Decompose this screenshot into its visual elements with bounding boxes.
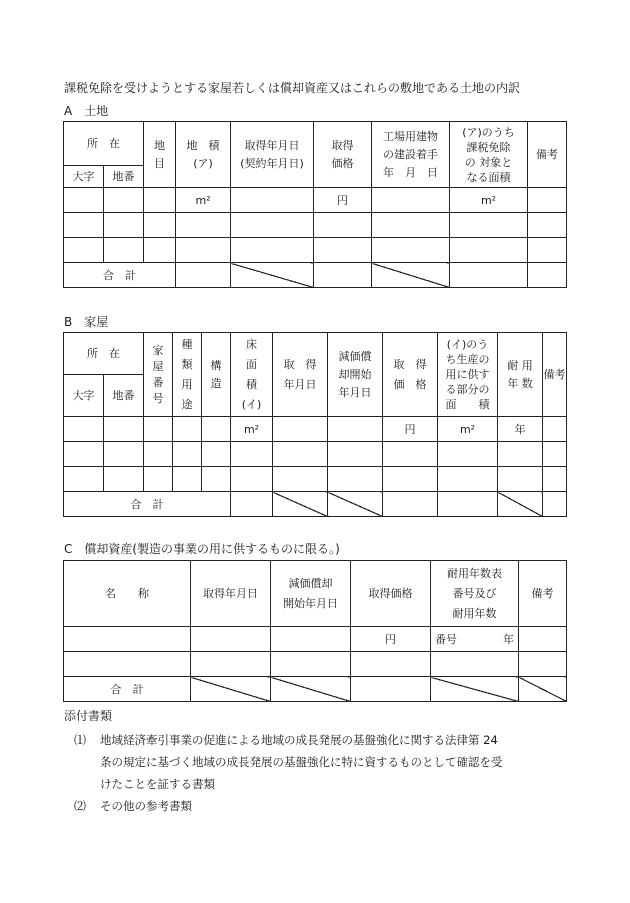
cell-kind[interactable] bbox=[173, 417, 202, 442]
attachment-2-number: ⑵ bbox=[74, 799, 87, 813]
total-label: 合 計 bbox=[64, 263, 176, 288]
cell-prod-area[interactable] bbox=[438, 417, 498, 442]
header-structure: 構 造 bbox=[202, 333, 231, 417]
cell-oaza[interactable] bbox=[64, 417, 104, 442]
total-acq-date-crossed bbox=[231, 263, 314, 288]
cell-price[interactable] bbox=[314, 188, 372, 213]
cell-exempt-area[interactable] bbox=[450, 213, 528, 238]
total-acq-date-crossed bbox=[273, 492, 328, 517]
cell-floor-area[interactable] bbox=[231, 467, 273, 492]
cell-remarks[interactable] bbox=[519, 652, 567, 677]
attachment-1-line-2: 条の規定に基づく地域の成長発展の基盤強化に特に資するものとして確認を受 bbox=[100, 755, 503, 769]
header-life: 耐 用 年 数 bbox=[498, 333, 543, 417]
header-acq-date: 取得年月日 bbox=[191, 561, 271, 627]
attachments-title: 添付書類 bbox=[64, 709, 113, 723]
cell-price[interactable] bbox=[351, 652, 431, 677]
total-remarks[interactable] bbox=[528, 263, 567, 288]
header-price: 取得 価格 bbox=[314, 122, 372, 188]
attachment-2-text: その他の参考書類 bbox=[100, 799, 192, 813]
total-prod-area[interactable] bbox=[438, 492, 498, 517]
header-name: 名 称 bbox=[64, 561, 191, 627]
unit-year: 年 bbox=[514, 422, 526, 436]
cell-acq-date[interactable] bbox=[231, 188, 314, 213]
total-life-crossed bbox=[498, 492, 543, 517]
attachment-1-number: ⑴ bbox=[74, 733, 87, 747]
cell-life[interactable] bbox=[431, 652, 519, 677]
cell-house-no[interactable] bbox=[144, 467, 173, 492]
cell-dep-start[interactable] bbox=[271, 652, 351, 677]
cell-acq-date[interactable] bbox=[191, 652, 271, 677]
cell-life[interactable] bbox=[498, 442, 543, 467]
cell-oaza[interactable] bbox=[64, 213, 104, 238]
intro-text: 課税免除を受けようとする家屋若しくは償却資産又はこれらの敷地である土地の内訳 bbox=[64, 81, 521, 95]
total-area[interactable] bbox=[176, 263, 231, 288]
cell-oaza[interactable] bbox=[64, 188, 104, 213]
cell-area[interactable] bbox=[176, 238, 231, 263]
header-dep-start: 減価償却 開始年月日 bbox=[271, 561, 351, 627]
cell-prod-area[interactable] bbox=[438, 467, 498, 492]
total-exempt-area[interactable] bbox=[450, 263, 528, 288]
total-life-crossed bbox=[431, 677, 519, 702]
header-exempt-area: (ア)のうち 課税免除 の 対象と なる面積 bbox=[450, 122, 528, 188]
cell-remarks[interactable] bbox=[543, 442, 567, 467]
total-dep-start-crossed bbox=[271, 677, 351, 702]
cell-floor-area[interactable] bbox=[231, 442, 273, 467]
cell-dep-start[interactable] bbox=[328, 417, 383, 442]
header-prod-area: (イ)のう ち生産の 用に供す る部分の 面 積 bbox=[438, 333, 498, 417]
cell-chiban[interactable] bbox=[104, 417, 144, 442]
cell-life[interactable] bbox=[431, 627, 519, 652]
header-life: 耐用年数表 番号及び 耐用年数 bbox=[431, 561, 519, 627]
cell-kind[interactable] bbox=[173, 442, 202, 467]
unit-sqm: m² bbox=[243, 422, 260, 436]
total-price[interactable] bbox=[383, 492, 438, 517]
total-label: 合 計 bbox=[64, 492, 231, 517]
cell-dep-start[interactable] bbox=[328, 442, 383, 467]
cell-structure[interactable] bbox=[202, 467, 231, 492]
cell-chiban[interactable] bbox=[104, 442, 144, 467]
cell-acq-date[interactable] bbox=[231, 213, 314, 238]
header-price: 取得価格 bbox=[351, 561, 431, 627]
header-price: 取 得 価 格 bbox=[383, 333, 438, 417]
header-dep-start: 減価償 却開始 年月日 bbox=[328, 333, 383, 417]
cell-house-no[interactable] bbox=[144, 442, 173, 467]
cell-remarks[interactable] bbox=[528, 188, 567, 213]
cell-chiban[interactable] bbox=[104, 213, 144, 238]
attachment-1-line-3: けたことを証する書類 bbox=[100, 777, 215, 791]
header-location: 所 在 bbox=[64, 333, 144, 375]
unit-sqm: m² bbox=[480, 193, 497, 207]
cell-oaza[interactable] bbox=[64, 467, 104, 492]
unit-sqm: m² bbox=[459, 422, 476, 436]
header-kind: 種 類 用 途 bbox=[173, 333, 202, 417]
cell-remarks[interactable] bbox=[528, 238, 567, 263]
unit-yen: 円 bbox=[337, 193, 348, 207]
cell-chimoku[interactable] bbox=[144, 238, 176, 263]
cell-price[interactable] bbox=[383, 467, 438, 492]
cell-acq-date[interactable] bbox=[231, 238, 314, 263]
section-b-title: B 家屋 bbox=[64, 315, 109, 329]
cell-remarks[interactable] bbox=[519, 627, 567, 652]
total-price[interactable] bbox=[314, 263, 372, 288]
total-price[interactable] bbox=[351, 677, 431, 702]
header-floor-area: 床 面 積 (イ) bbox=[231, 333, 273, 417]
cell-price[interactable] bbox=[383, 442, 438, 467]
cell-price[interactable] bbox=[351, 627, 431, 652]
total-dep-start-crossed bbox=[328, 492, 383, 517]
section-c-title: C 償却資産(製造の事業の用に供するものに限る。) bbox=[64, 542, 340, 556]
land-table bbox=[63, 121, 567, 288]
header-remarks: 備考 bbox=[519, 561, 567, 627]
cell-life[interactable] bbox=[498, 417, 543, 442]
unit-yen: 円 bbox=[385, 632, 396, 646]
cell-prod-area[interactable] bbox=[438, 442, 498, 467]
header-oaza: 大字 bbox=[64, 166, 104, 188]
cell-area[interactable] bbox=[176, 188, 231, 213]
header-chiban: 地番 bbox=[104, 375, 144, 417]
cell-remarks[interactable] bbox=[543, 467, 567, 492]
cell-house-no[interactable] bbox=[144, 417, 173, 442]
attachment-1-line-1: 地域経済牽引事業の促進による地域の成長発展の基盤強化に関する法律第 24 bbox=[100, 733, 498, 747]
unit-yen: 円 bbox=[404, 422, 416, 436]
cell-price[interactable] bbox=[383, 417, 438, 442]
cell-dep-start[interactable] bbox=[271, 627, 351, 652]
section-a-title: A 土地 bbox=[64, 104, 109, 118]
total-label: 合 計 bbox=[64, 677, 191, 702]
cell-structure[interactable] bbox=[202, 442, 231, 467]
cell-exempt-area[interactable] bbox=[450, 238, 528, 263]
cell-chimoku[interactable] bbox=[144, 213, 176, 238]
cell-name[interactable] bbox=[64, 627, 191, 652]
total-factory-crossed bbox=[372, 263, 450, 288]
header-chiban: 地番 bbox=[104, 166, 144, 188]
header-chimoku: 地 目 bbox=[144, 122, 176, 188]
cell-kind[interactable] bbox=[173, 467, 202, 492]
header-acq-date: 取得年月日 (契約年月日) bbox=[231, 122, 314, 188]
depreciable-asset-table bbox=[63, 560, 567, 702]
cell-dep-start[interactable] bbox=[328, 467, 383, 492]
cell-remarks[interactable] bbox=[528, 213, 567, 238]
label-number: 番号 bbox=[435, 632, 457, 646]
header-location: 所 在 bbox=[64, 122, 144, 166]
total-remarks-crossed bbox=[519, 677, 567, 702]
cell-life[interactable] bbox=[498, 467, 543, 492]
cell-structure[interactable] bbox=[202, 417, 231, 442]
header-factory-start: 工場用建物 の建設着手 年 月 日 bbox=[372, 122, 450, 188]
cell-acq-date[interactable] bbox=[273, 442, 328, 467]
unit-year: 年 bbox=[503, 632, 514, 646]
cell-factory-start[interactable] bbox=[372, 238, 450, 263]
total-floor-area[interactable] bbox=[231, 492, 273, 517]
cell-acq-date[interactable] bbox=[273, 467, 328, 492]
header-area: 地 積 (ア) bbox=[176, 122, 231, 188]
cell-oaza[interactable] bbox=[64, 442, 104, 467]
cell-factory-start[interactable] bbox=[372, 188, 450, 213]
cell-chiban[interactable] bbox=[104, 238, 144, 263]
cell-area[interactable] bbox=[176, 213, 231, 238]
cell-price[interactable] bbox=[314, 238, 372, 263]
cell-floor-area[interactable] bbox=[231, 417, 273, 442]
header-acq-date: 取 得 年月日 bbox=[273, 333, 328, 417]
cell-acq-date[interactable] bbox=[191, 627, 271, 652]
cell-price[interactable] bbox=[314, 213, 372, 238]
cell-oaza[interactable] bbox=[64, 238, 104, 263]
cell-acq-date[interactable] bbox=[273, 417, 328, 442]
header-house-no: 家 屋 番 号 bbox=[144, 333, 173, 417]
cell-chimoku[interactable] bbox=[144, 188, 176, 213]
cell-factory-start[interactable] bbox=[372, 213, 450, 238]
header-remarks: 備考 bbox=[528, 122, 567, 188]
header-remarks: 備考 bbox=[543, 333, 567, 417]
cell-exempt-area[interactable] bbox=[450, 188, 528, 213]
header-oaza: 大字 bbox=[64, 375, 104, 417]
cell-name[interactable] bbox=[64, 652, 191, 677]
building-table bbox=[63, 332, 567, 517]
unit-sqm: m² bbox=[195, 193, 211, 207]
total-remarks[interactable] bbox=[543, 492, 567, 517]
cell-chiban[interactable] bbox=[104, 467, 144, 492]
total-acq-date-crossed bbox=[191, 677, 271, 702]
cell-remarks[interactable] bbox=[543, 417, 567, 442]
cell-chiban[interactable] bbox=[104, 188, 144, 213]
